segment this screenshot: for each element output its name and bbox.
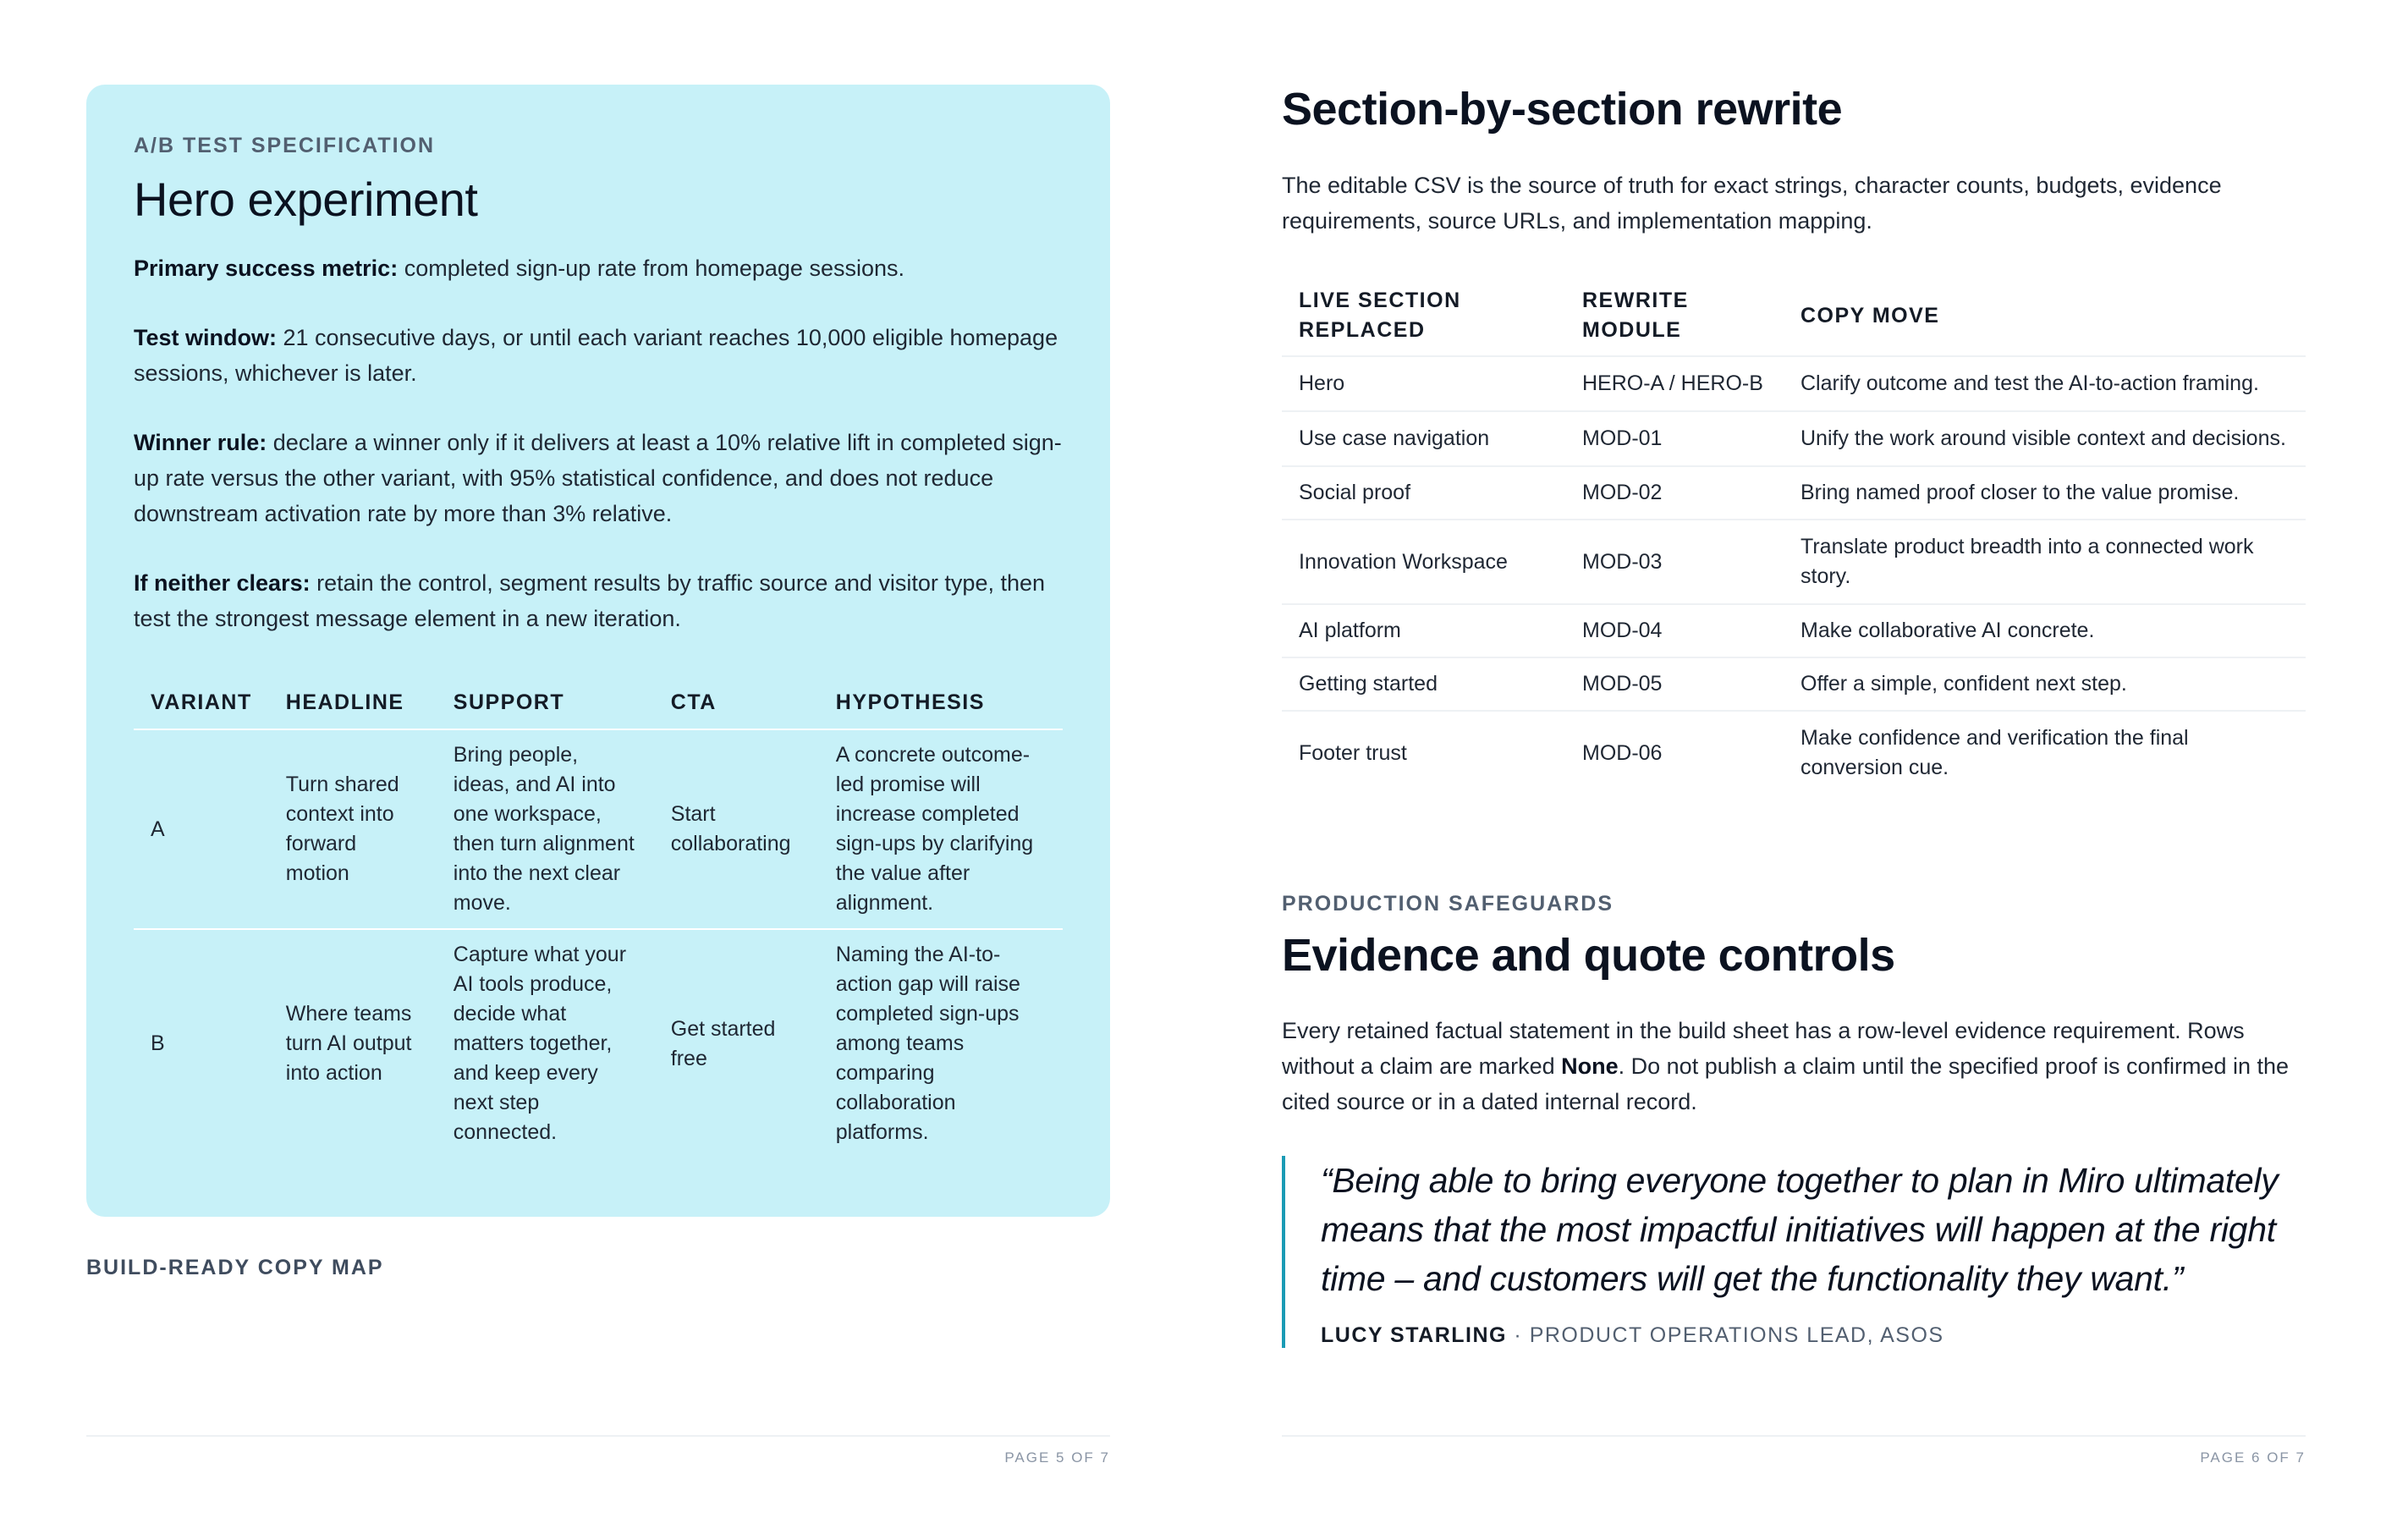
- table-row: [1282, 657, 2306, 711]
- live-section-cell: Use case navigation: [1282, 411, 1565, 466]
- primary-metric-paragraph: [134, 250, 1063, 286]
- column-header-rewrite-module: REWRITE MODULE: [1565, 276, 1784, 356]
- customer-quote: [1282, 1156, 2306, 1348]
- evidence-text-start: Every retained factual statement in the build sheet has a row-level evidence requirement. Rows without a claim are marked: [1282, 1018, 2245, 1079]
- headline-cell: Where teams turn AI output into action: [285, 1002, 412, 1085]
- table-row: [1282, 711, 2306, 795]
- variant-table: [134, 677, 1063, 1158]
- headline-cell: Turn shared context into forward motion: [269, 729, 437, 929]
- module-cell: MOD-05: [1565, 657, 1784, 711]
- copy-move-cell: Offer a simple, confident next step.: [1784, 657, 2306, 711]
- copy-move-cell: Make collaborative AI concrete.: [1784, 604, 2306, 657]
- paragraph-label: Test window:: [134, 325, 277, 350]
- column-header-live-section: LIVE SECTION REPLACED: [1282, 276, 1565, 356]
- paragraph-text: completed sign-up rate from homepage sessions.: [398, 256, 904, 281]
- paragraph-text: 21 consecutive days, or until each variant reaches 10,000 eligible homepage sessions, whichever is later.: [134, 325, 1058, 386]
- copy-map-label: BUILD-READY COPY MAP: [86, 1256, 384, 1279]
- neither-clears-paragraph: [134, 565, 1063, 636]
- card-eyebrow: A/B TEST SPECIFICATION: [134, 134, 436, 157]
- evidence-body: [1282, 1013, 2306, 1119]
- column-header-cta: CTA: [654, 677, 819, 729]
- live-section-cell: Innovation Workspace: [1282, 520, 1565, 604]
- paragraph-text: declare a winner only if it delivers at least a 10% relative lift in completed sign-up rate versus the other variant, with 95% statistical confidence, and does not reduce downstream activation rate by more than 3% relative.: [134, 430, 1062, 526]
- page-5: [86, 0, 1110, 1540]
- quote-attribution: [1321, 1323, 2306, 1348]
- evidence-text-end: . Do not publish a claim until the specified proof is confirmed in the cited source or in a dated internal record.: [1282, 1053, 2290, 1114]
- table-row: [1282, 356, 2306, 411]
- variant-cell: B: [151, 1031, 165, 1055]
- support-cell: Bring people, ideas, and AI into one workspace, then turn alignment into the next clear move.: [437, 729, 654, 929]
- footer-divider: [86, 1435, 1110, 1437]
- table-header-row: [1282, 276, 2306, 356]
- table-row: [134, 929, 1063, 1158]
- column-header-variant: VARIANT: [134, 677, 269, 729]
- footer-divider: [1282, 1435, 2306, 1437]
- page-number: PAGE 6 OF 7: [2200, 1449, 2306, 1466]
- table-header-row: [134, 677, 1063, 729]
- card-title: Hero experiment: [134, 173, 478, 226]
- module-cell: MOD-01: [1565, 411, 1784, 466]
- live-section-cell: AI platform: [1282, 604, 1565, 657]
- live-section-cell: Social proof: [1282, 466, 1565, 520]
- column-header-support: SUPPORT: [437, 677, 654, 729]
- column-header-headline: HEADLINE: [269, 677, 437, 729]
- quote-separator: ·: [1506, 1323, 1530, 1347]
- paragraph-label: If neither clears:: [134, 570, 311, 596]
- table-row: [1282, 604, 2306, 657]
- ab-test-spec-card: [86, 85, 1110, 1217]
- winner-rule-paragraph: [134, 425, 1063, 531]
- table-row: [1282, 520, 2306, 604]
- module-cell: MOD-02: [1565, 466, 1784, 520]
- module-cell: HERO-A / HERO-B: [1565, 356, 1784, 411]
- variant-cell: A: [134, 729, 269, 929]
- paragraph-text: retain the control, segment results by traffic source and visitor type, then test the strongest message element in a new iteration.: [134, 570, 1046, 631]
- module-cell: MOD-03: [1565, 520, 1784, 604]
- support-cell: Capture what your AI tools produce, decide what matters together, and keep every next step connected.: [453, 943, 627, 1144]
- copy-move-cell: Make confidence and verification the final conversion cue.: [1800, 726, 2189, 779]
- cta-cell: Start collaborating: [654, 729, 819, 929]
- table-row: [134, 729, 1063, 929]
- quote-author-name: LUCY STARLING: [1321, 1323, 1507, 1347]
- copy-move-cell: Translate product breadth into a connected work story.: [1784, 520, 2306, 604]
- section-title: Section-by-section rewrite: [1282, 84, 1843, 135]
- copy-move-cell: Bring named proof closer to the value promise.: [1784, 466, 2306, 520]
- column-header-copy-move: COPY MOVE: [1784, 276, 2306, 356]
- live-section-cell: Hero: [1282, 356, 1565, 411]
- evidence-title: Evidence and quote controls: [1282, 930, 1895, 981]
- safeguards-eyebrow: PRODUCTION SAFEGUARDS: [1282, 892, 1614, 916]
- quote-author-role: PRODUCT OPERATIONS LEAD, ASOS: [1529, 1323, 1944, 1347]
- table-row: [1282, 411, 2306, 466]
- module-cell: MOD-04: [1565, 604, 1784, 657]
- evidence-none-keyword: None: [1561, 1053, 1619, 1079]
- column-header-hypothesis: HYPOTHESIS: [819, 677, 1063, 729]
- cta-cell: Get started free: [670, 1016, 776, 1070]
- module-cell: MOD-06: [1582, 740, 1663, 765]
- test-window-paragraph: [134, 320, 1063, 391]
- hypothesis-cell: A concrete outcome-led promise will increase completed sign-ups by clarifying the value after alignment.: [819, 729, 1063, 929]
- table-row: [1282, 466, 2306, 520]
- page-6: [1282, 0, 2306, 1540]
- live-section-cell: Getting started: [1282, 657, 1565, 711]
- paragraph-label: Primary success metric:: [134, 256, 399, 281]
- live-section-cell: Footer trust: [1299, 740, 1407, 765]
- section-intro: The editable CSV is the source of truth for exact strings, character counts, budgets, evidence requirements, source URLs, and implementation mapping.: [1282, 173, 2222, 234]
- copy-map-table: [1282, 276, 2306, 795]
- paragraph-label: Winner rule:: [134, 430, 267, 455]
- copy-move-cell: Clarify outcome and test the AI-to-action framing.: [1784, 356, 2306, 411]
- copy-move-cell: Unify the work around visible context and decisions.: [1784, 411, 2306, 466]
- page-number: PAGE 5 OF 7: [1004, 1449, 1110, 1466]
- hypothesis-cell: Naming the AI-to-action gap will raise completed sign-ups among teams comparing collaboration platforms.: [835, 943, 1020, 1144]
- quote-text: “Being able to bring everyone together to plan in Miro ultimately means that the most impactful initiatives will happen at the right time – and customers will get the functionality they want.”: [1321, 1161, 2279, 1298]
